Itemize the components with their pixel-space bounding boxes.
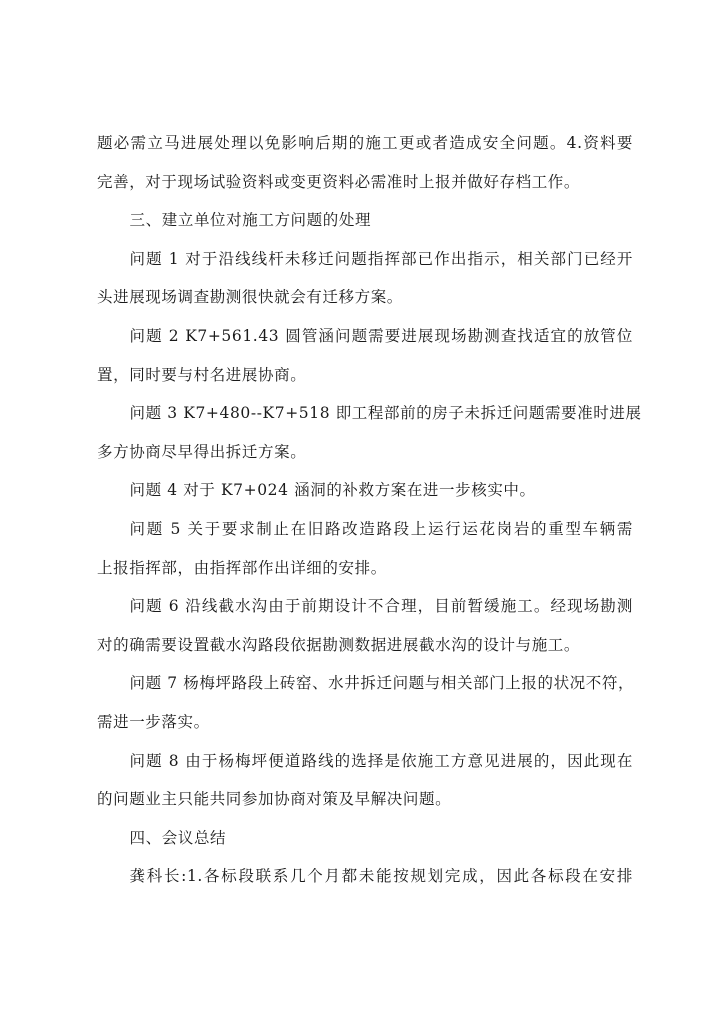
text-line: 龚科长:1.各标段联系几个月都未能按规划完成，因此各标段在安排 (129, 867, 633, 886)
text-line: 问题 8 由于杨梅坪便道路线的选择是依施工方意见进展的，因此现在 (129, 751, 633, 770)
paragraph-issue-5 (97, 510, 633, 587)
text-line: 多方协商尽早得出拆迁方案。 (97, 442, 307, 461)
paragraph-meeting-summary (97, 857, 633, 896)
text-line: 需进一步落实。 (97, 712, 210, 731)
text-line: 问题 7 杨梅坪路段上砖窑、水井拆迁问题与相关部门上报的状况不符， (129, 674, 635, 693)
text-line: 四、会议总结 (129, 828, 227, 847)
text-line: 问题 5 关于要求制止在旧路改造路段上运行运花岗岩的重型车辆需 (129, 519, 633, 538)
text-line: 题必需立马进展处理以免影响后期的施工更或者造成安全问题。4.资料要 (97, 134, 633, 152)
section-heading-four (97, 819, 633, 858)
text-line: 置，同时要与村名进展协商。 (97, 365, 307, 384)
paragraph-issue-1 (97, 240, 633, 317)
paragraph-issue-4 (97, 471, 633, 510)
text-line: 完善，对于现场试验资料或变更资料必需准时上报并做好存档工作。 (97, 172, 581, 191)
text-line: 问题 6 沿线截水沟由于前期设计不合理，目前暂缓施工。经现场勘测 (129, 597, 633, 616)
paragraph-issue-6 (97, 587, 633, 664)
paragraph-issue-8 (97, 742, 633, 819)
text-line: 上报指挥部，由指挥部作出详细的安排。 (97, 558, 387, 577)
text-line: 问题 1 对于沿线线杆未移迁问题指挥部已作出指示，相关部门已经开 (129, 249, 633, 268)
text-line: 的问题业主只能共同参加协商对策及早解决问题。 (97, 790, 452, 809)
text-line: 问题 4 对于 K7+024 涵洞的补救方案在进一步核实中。 (129, 481, 536, 500)
document-body (97, 124, 642, 896)
text-line: 对的确需要设置截水沟路段依据勘测数据进展截水沟的设计与施工。 (97, 635, 581, 654)
paragraph-issue-7 (97, 664, 633, 741)
paragraph-issue-2 (97, 317, 633, 394)
text-line: 三、建立单位对施工方问题的处理 (129, 211, 372, 230)
section-heading-three (97, 201, 633, 240)
text-line: 问题 3 K7+480--K7+518 即工程部前的房子未拆迁问题需要准时进展 (129, 404, 642, 423)
text-line: 问题 2 K7+561.43 圆管涵问题需要进展现场勘测查找适宜的放管位 (129, 326, 633, 345)
paragraph-issue-3 (97, 394, 642, 471)
paragraph-resource-completion (97, 124, 633, 201)
text-line: 头进展现场调查勘测很快就会有迁移方案。 (97, 288, 403, 307)
